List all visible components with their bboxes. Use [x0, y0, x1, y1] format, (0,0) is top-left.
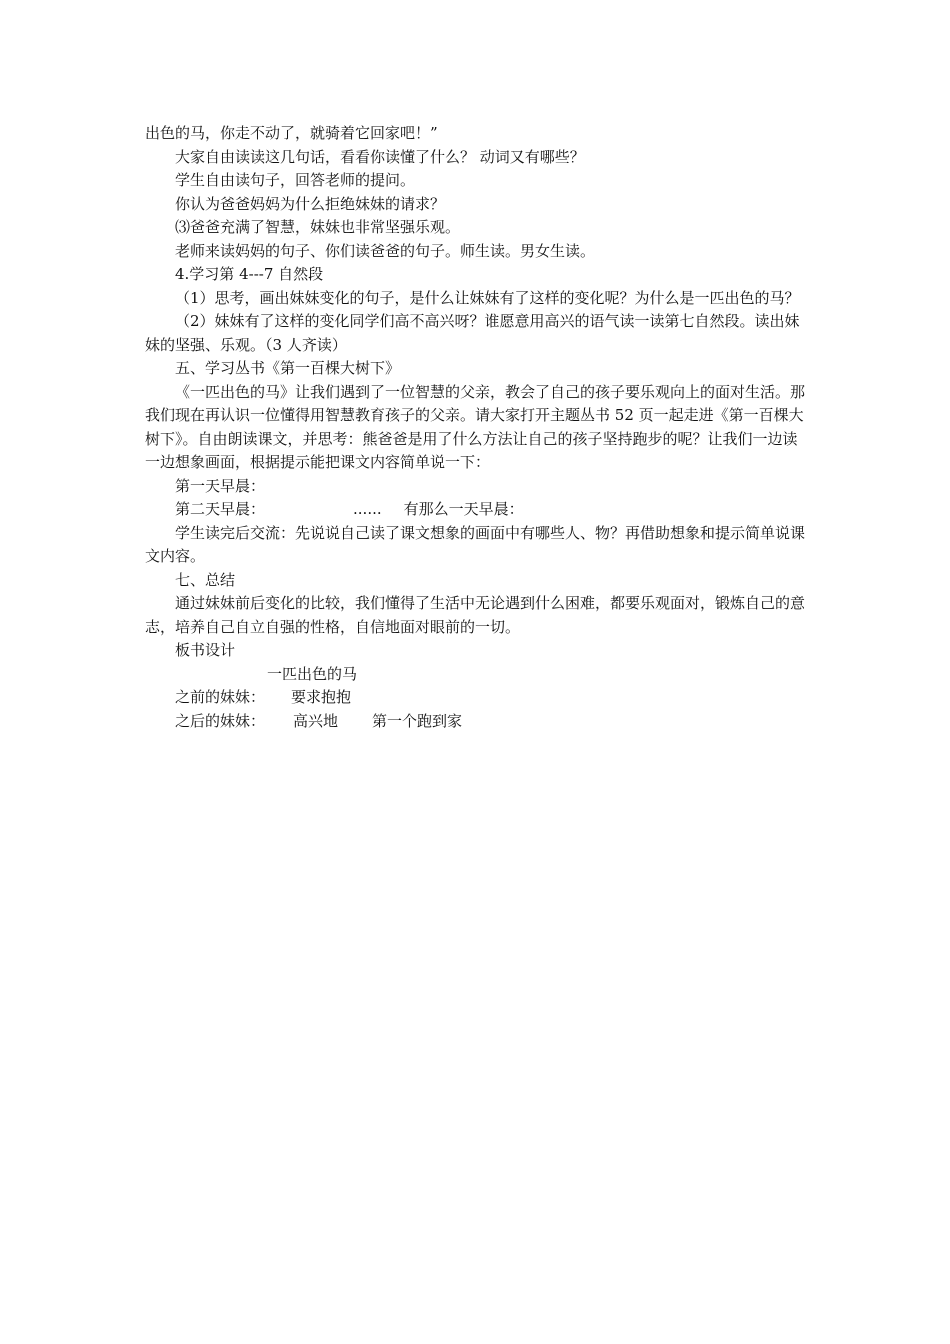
- prompt-row-mornings: [145, 498, 810, 522]
- paragraph-student-reading: 学生自由读句子，回答老师的提问。: [175, 171, 416, 189]
- heading-board-design: 板书设计: [175, 641, 236, 659]
- paragraph-item-2: （2）妹妹有了这样的变化同学们高不高兴呀？谁愿意用高兴的语气读一读第七自然段。读出妹妹的坚强、乐观。（3 人齐读）: [145, 312, 800, 354]
- prompt-second-morning: 第二天早晨：: [175, 500, 266, 518]
- paragraph-summary: 通过妹妹前后变化的比较，我们懂得了生活中无论遇到什么困难，都要乐观面对，锻炼自己的意志，培养自己自立自强的性格，自信地面对眼前的一切。: [145, 594, 806, 636]
- section-heading-study-4-7: 4.学习第 4---7 自然段: [175, 265, 324, 283]
- after-value-happy: 高兴地: [293, 711, 339, 730]
- section-heading-seven: 七、总结: [175, 570, 236, 589]
- ellipsis: ......: [353, 500, 382, 518]
- before-label: 之前的妹妹：: [175, 688, 266, 706]
- prompt-first-morning: 第一天早晨：: [175, 476, 266, 495]
- paragraph-item-1: （1）思考，画出妹妹变化的句子，是什么让妹妹有了这样的变化呢？为什么是一匹出色的马？: [175, 288, 800, 307]
- paragraph-exchange: 学生读完后交流：先说说自己读了课文想象的画面中有哪些人、物？再借助想象和提示简单说课文内容。: [145, 523, 806, 565]
- board-title: 一匹出色的马: [267, 664, 358, 683]
- board-row-after: [145, 710, 810, 734]
- paragraph-reading-prompt: 大家自由读读这几句话，看看你读懂了什么？ 动词又有哪些？: [175, 147, 585, 166]
- after-value-first-home: 第一个跑到家: [372, 711, 463, 730]
- before-value: 要求抱抱: [291, 688, 352, 706]
- document-page: [145, 122, 810, 733]
- after-label: 之后的妹妹：: [175, 711, 266, 730]
- paragraph-point-3: ⑶爸爸充满了智慧，妹妹也非常坚强乐观。: [175, 218, 461, 236]
- paragraph-book-intro: 《一匹出色的马》让我们遇到了一位智慧的父亲，教会了自己的孩子要乐观向上的面对生活。那我们现在再认识一位懂得用智慧教育孩子的父亲。请大家打开主题丛书 52 页一起走进《第一百棵大树下》。自由朗读课文，并思考：熊爸爸是用了什么方法让自己的孩子坚持跑步的呢？让我们一边读一边想象画面，根据提示能把课文内容简单说一下：: [145, 382, 806, 471]
- prompt-some-morning: 有那么一天早晨：: [403, 500, 524, 518]
- paragraph-role-reading: 老师来读妈妈的句子、你们读爸爸的句子。师生读。男女生读。: [175, 241, 596, 260]
- section-heading-five: 五、学习丛书《第一百棵大树下》: [175, 359, 401, 377]
- paragraph-continuation: 出色的马，你走不动了，就骑着它回家吧！”: [145, 124, 438, 142]
- board-row-before: [145, 686, 810, 710]
- paragraph-question: 你认为爸爸妈妈为什么拒绝妹妹的请求？: [175, 194, 446, 213]
